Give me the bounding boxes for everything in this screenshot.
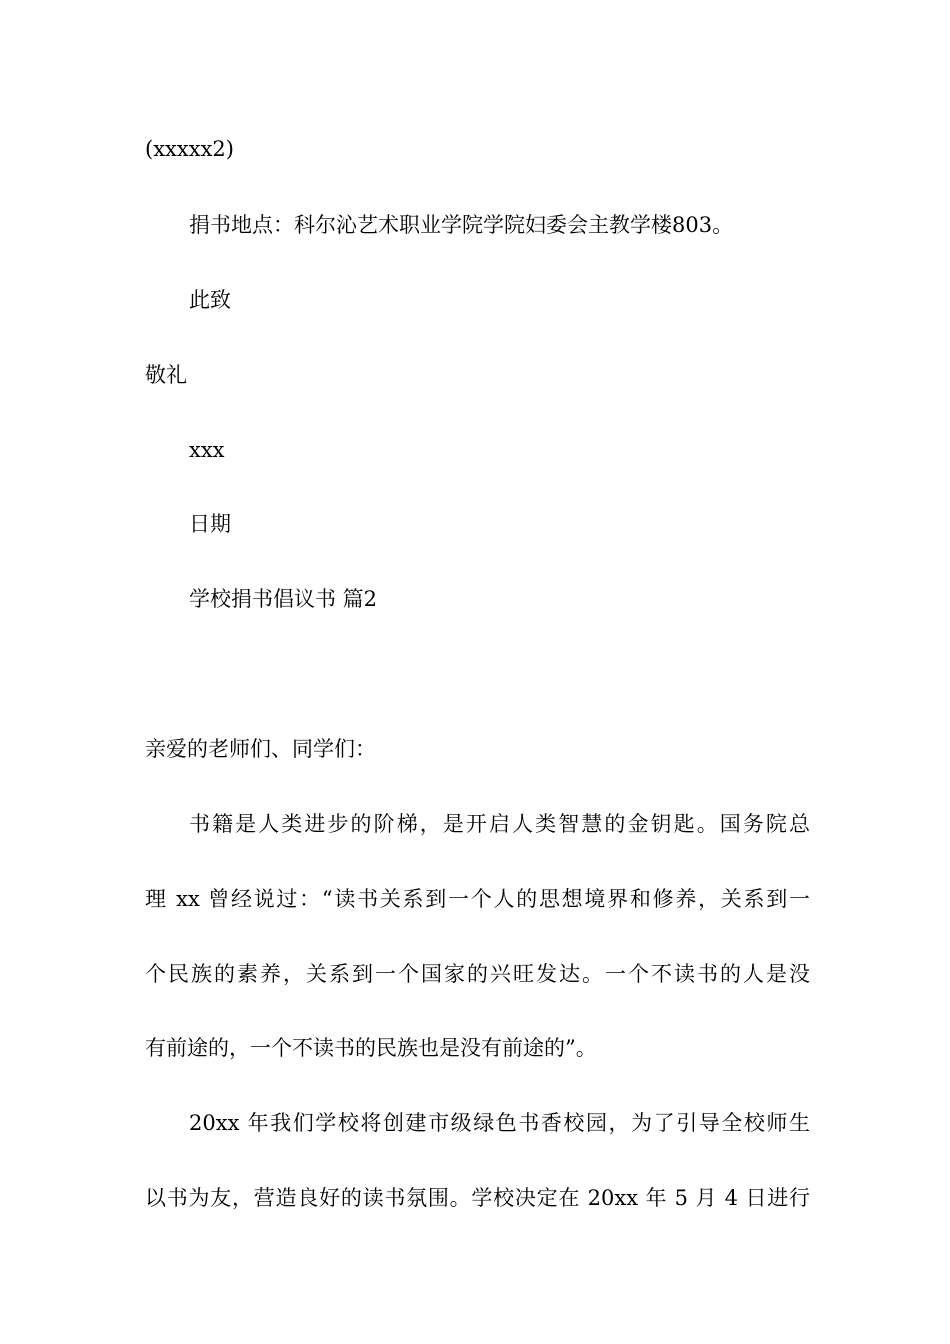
closing-salutation: 此致 — [189, 288, 231, 312]
paragraph-1-line-1: 书籍是人类进步的阶梯，是开启人类智慧的金钥匙。国务院总 — [189, 812, 810, 836]
paragraph-1-line-3: 个民族的素养，关系到一个国家的兴旺发达。一个不读书的人是没 — [145, 962, 810, 986]
paragraph-2-line-2: 以书为友，营造良好的读书氛围。学校决定在 20xx 年 5 月 4 日进行 — [145, 1186, 810, 1210]
donation-location: 捐书地点：科尔沁艺术职业学院学院妇委会主教学楼803。 — [189, 213, 734, 237]
paragraph-1-line-2: 理 xx 曾经说过：“读书关系到一个人的思想境界和修养，关系到一 — [145, 887, 810, 911]
note-line: (xxxxx2) — [145, 137, 234, 161]
greeting-line: 亲爱的老师们、同学们： — [145, 737, 376, 761]
signature-date: 日期 — [189, 512, 231, 536]
paragraph-1-line-4: 有前途的，一个不读书的民族也是没有前途的”。 — [145, 1036, 597, 1060]
paragraph-2-line-1: 20xx 年我们学校将创建市级绿色书香校园，为了引导全校师生 — [189, 1111, 810, 1135]
section-heading: 学校捐书倡议书 篇2 — [189, 587, 378, 611]
signature-name: xxx — [189, 438, 225, 462]
closing-regards: 敬礼 — [145, 363, 187, 387]
